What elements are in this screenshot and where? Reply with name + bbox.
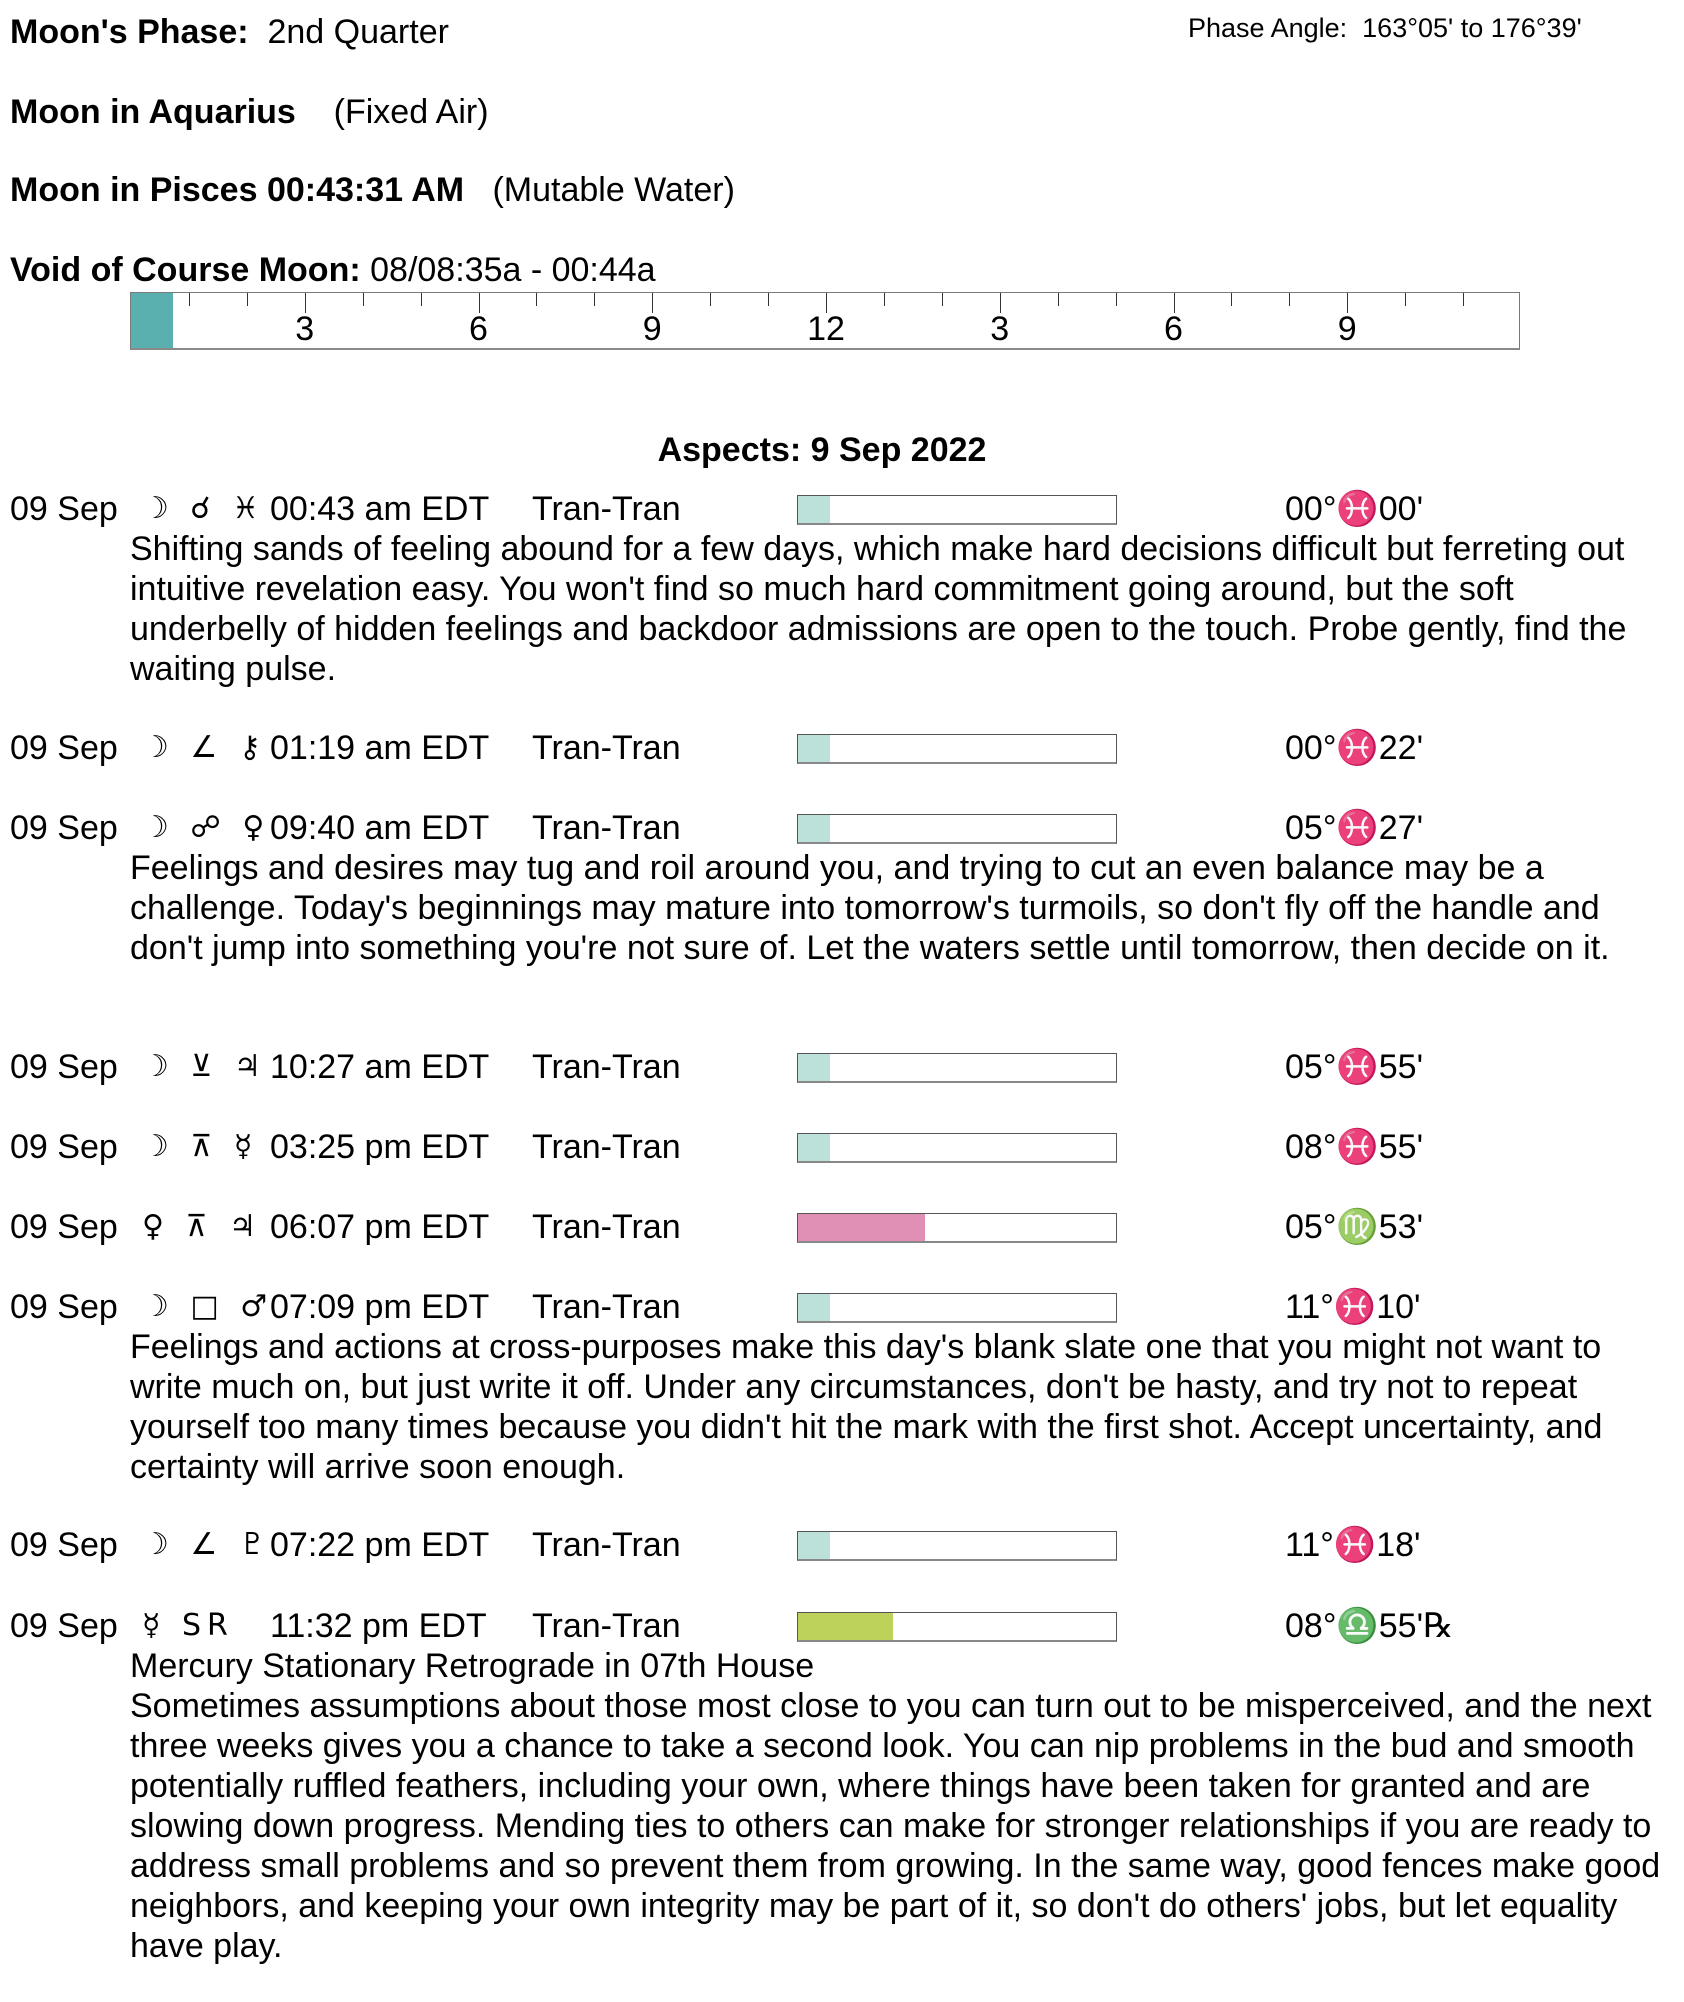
- aspect-row: [0, 1127, 1684, 1167]
- moon-sign-aquarius: [10, 92, 489, 132]
- aspect-time: 09:40 am EDT: [270, 809, 490, 847]
- aspect-type: Tran-Tran: [532, 809, 681, 847]
- aspect-strength-fill: [798, 815, 830, 842]
- aspect-glyphs-icon: ♀ ⊼ ♃: [142, 1209, 262, 1244]
- voc-timeline-tick: [768, 293, 769, 306]
- aspect-position: 00°♓22': [1285, 729, 1424, 767]
- aspect-position: 05°♍53': [1285, 1208, 1424, 1246]
- aspect-description: Feelings and actions at cross-purposes make this day's blank slate one that you might not want to write much on, but just write it off. Under any circumstances, don't be hasty, and try not to repeat yourself too many times because you didn't hit the mark with the first shot. Accept uncertainty, and certainty will arrive soon enough.: [130, 1328, 1603, 1486]
- voc-timeline-tick: [1463, 293, 1464, 306]
- aspect-type: Tran-Tran: [532, 729, 681, 767]
- aspect-position: 08°♎55'℞: [1285, 1607, 1454, 1645]
- aspect-description: Shifting sands of feeling abound for a few days, which make hard decisions difficult but ferreting out intuitive revelation easy. You won't find so much hard commitment going around, but the soft underbelly of hidden feelings and backdoor admissions are open to the touch. Probe gently, find the waiting pulse.: [130, 530, 1627, 688]
- aspect-description: Feelings and desires may tug and roil around you, and trying to cut an even balance may be a challenge. Today's beginnings may mature into tomorrow's turmoils, so don't fly off the handle and don't jump into something you're not sure of. Let the waters settle until tomorrow, then decide on it.: [130, 849, 1610, 967]
- voc-timeline-label: 9: [1337, 310, 1357, 348]
- aspect-time: 00:43 am EDT: [270, 490, 490, 528]
- aspect-date: 09 Sep: [10, 1526, 118, 1564]
- voc-timeline: [130, 292, 1520, 350]
- aspect-strength-bar: [797, 814, 1117, 844]
- moon-sign-1-label: Moon in Aquarius: [10, 93, 296, 131]
- aspect-strength-fill: [798, 1532, 830, 1559]
- moon-sign-1-element: (Fixed Air): [333, 93, 489, 131]
- voc-timeline-tick: [594, 293, 595, 306]
- aspect-row: [0, 1047, 1684, 1087]
- aspect-strength-bar: [797, 1612, 1117, 1642]
- voc-value: 08/08:35a - 00:44a: [370, 251, 656, 289]
- aspect-strength-bar: [797, 1213, 1117, 1243]
- void-of-course: [10, 250, 656, 290]
- voc-timeline-tick: [1058, 293, 1059, 306]
- aspect-type: Tran-Tran: [532, 1208, 681, 1246]
- aspect-glyphs-icon: ☿ SR: [142, 1608, 234, 1643]
- voc-timeline-label: 12: [807, 310, 845, 348]
- aspect-row: [0, 1606, 1684, 1646]
- voc-timeline-label: 6: [1164, 310, 1183, 348]
- aspect-date: 09 Sep: [10, 490, 118, 528]
- aspect-time: 03:25 pm EDT: [270, 1128, 490, 1166]
- aspect-position: 05°♓27': [1285, 809, 1424, 847]
- voc-timeline-label: 3: [990, 310, 1010, 348]
- voc-timeline-tick: [1289, 293, 1290, 306]
- aspect-time: 06:07 pm EDT: [270, 1208, 490, 1246]
- aspect-date: 09 Sep: [10, 809, 118, 847]
- aspect-time: 07:09 pm EDT: [270, 1288, 490, 1326]
- aspect-date: 09 Sep: [10, 1288, 118, 1326]
- aspect-type: Tran-Tran: [532, 1128, 681, 1166]
- phase-angle-value: 163°05' to 176°39': [1362, 13, 1582, 43]
- voc-timeline-tick: [1405, 293, 1406, 306]
- aspect-date: 09 Sep: [10, 729, 118, 767]
- voc-label: Void of Course Moon:: [10, 251, 361, 289]
- aspect-type: Tran-Tran: [532, 1288, 681, 1326]
- aspect-date: 09 Sep: [10, 1128, 118, 1166]
- aspect-date: 09 Sep: [10, 1048, 118, 1086]
- aspect-type: Tran-Tran: [532, 1607, 681, 1645]
- aspect-strength-bar: [797, 734, 1117, 764]
- aspect-glyphs-icon: ☽ ∠ ⚷: [142, 730, 267, 765]
- phase-angle-label: Phase Angle:: [1188, 13, 1348, 43]
- aspect-position: 05°♓55': [1285, 1048, 1424, 1086]
- aspect-time: 07:22 pm EDT: [270, 1526, 490, 1564]
- aspect-strength-fill: [798, 496, 830, 523]
- aspect-row: [0, 1287, 1684, 1327]
- aspect-strength-fill: [798, 1054, 830, 1081]
- aspect-time: 01:19 am EDT: [270, 729, 490, 767]
- moon-phase-label: Moon's Phase:: [10, 13, 249, 51]
- voc-timeline-tick: [363, 293, 364, 306]
- aspect-position: 00°♓00': [1285, 490, 1424, 528]
- aspect-time: 11:32 pm EDT: [270, 1607, 487, 1645]
- aspect-glyphs-icon: ☽ □ ♂: [142, 1289, 274, 1324]
- voc-timeline-tick: [421, 293, 422, 306]
- aspect-glyphs-icon: ☽ ∠ ♇: [142, 1527, 272, 1562]
- phase-angle: [1188, 12, 1582, 44]
- aspects-title: Aspects: 9 Sep 2022: [657, 431, 987, 469]
- voc-timeline-tick: [884, 293, 885, 306]
- voc-timeline-tick: [942, 293, 943, 306]
- voc-timeline-tick: [536, 293, 537, 306]
- aspect-strength-bar: [797, 1133, 1117, 1163]
- moon-phase: [10, 12, 449, 52]
- voc-timeline-label: 3: [295, 310, 315, 348]
- aspect-date: 09 Sep: [10, 1607, 118, 1645]
- voc-timeline-fill: [131, 293, 173, 348]
- aspect-glyphs-icon: ☽ ⊼ ☿: [142, 1129, 259, 1164]
- aspect-date: 09 Sep: [10, 1208, 118, 1246]
- aspect-strength-fill: [798, 1294, 830, 1321]
- voc-timeline-label: 9: [642, 310, 662, 348]
- voc-timeline-tick: [710, 293, 711, 306]
- aspect-row: [0, 489, 1684, 529]
- aspect-time: 10:27 am EDT: [270, 1048, 490, 1086]
- aspect-strength-bar: [797, 1293, 1117, 1323]
- aspect-row: [0, 728, 1684, 768]
- aspect-glyphs-icon: ☽ ☍ ♀: [142, 810, 271, 845]
- voc-timeline-tick: [189, 293, 190, 306]
- aspect-subtitle: Mercury Stationary Retrograde in 07th House: [130, 1647, 815, 1685]
- aspect-strength-bar: [797, 1531, 1117, 1561]
- voc-timeline-tick: [1116, 293, 1117, 306]
- aspect-strength-fill: [798, 1613, 893, 1640]
- moon-phase-value: 2nd Quarter: [267, 13, 449, 51]
- aspect-type: Tran-Tran: [532, 1048, 681, 1086]
- aspect-type: Tran-Tran: [532, 490, 681, 528]
- aspect-strength-fill: [798, 735, 830, 762]
- aspect-row: [0, 1207, 1684, 1247]
- aspect-description: Sometimes assumptions about those most close to you can turn out to be misperceived, and the next three weeks gives you a chance to take a second look. You can nip problems in the bud and smooth potentially ruffled feathers, including your own, where things have been taken for granted and are slowing down progress. Mending ties to others can make for stronger relationships if you are ready to address small problems and so prevent them from growing. In the same way, good fences make good neighbors, and keeping your own integrity may be part of it, so don't do others' jobs, but let equality have play.: [130, 1687, 1661, 1965]
- voc-timeline-tick: [1231, 293, 1232, 306]
- moon-sign-pisces: [10, 170, 735, 210]
- aspect-position: 08°♓55': [1285, 1128, 1424, 1166]
- aspect-glyphs-icon: ☽ ☌ ♓: [142, 491, 266, 526]
- moon-sign-2-element: (Mutable Water): [492, 171, 735, 209]
- aspect-strength-fill: [798, 1214, 925, 1241]
- moon-sign-2-label: Moon in Pisces 00:43:31 AM: [10, 171, 465, 209]
- aspect-position: 11°♓10': [1285, 1288, 1421, 1326]
- voc-timeline-tick: [247, 293, 248, 306]
- aspect-type: Tran-Tran: [532, 1526, 681, 1564]
- aspect-position: 11°♓18': [1285, 1526, 1421, 1564]
- aspect-strength-fill: [798, 1134, 830, 1161]
- voc-timeline-label: 6: [469, 310, 488, 348]
- aspect-glyphs-icon: ☽ ⊻ ♃: [142, 1049, 267, 1084]
- aspect-strength-bar: [797, 1053, 1117, 1083]
- aspect-row: [0, 808, 1684, 848]
- aspect-row: [0, 1525, 1684, 1565]
- aspect-strength-bar: [797, 495, 1117, 525]
